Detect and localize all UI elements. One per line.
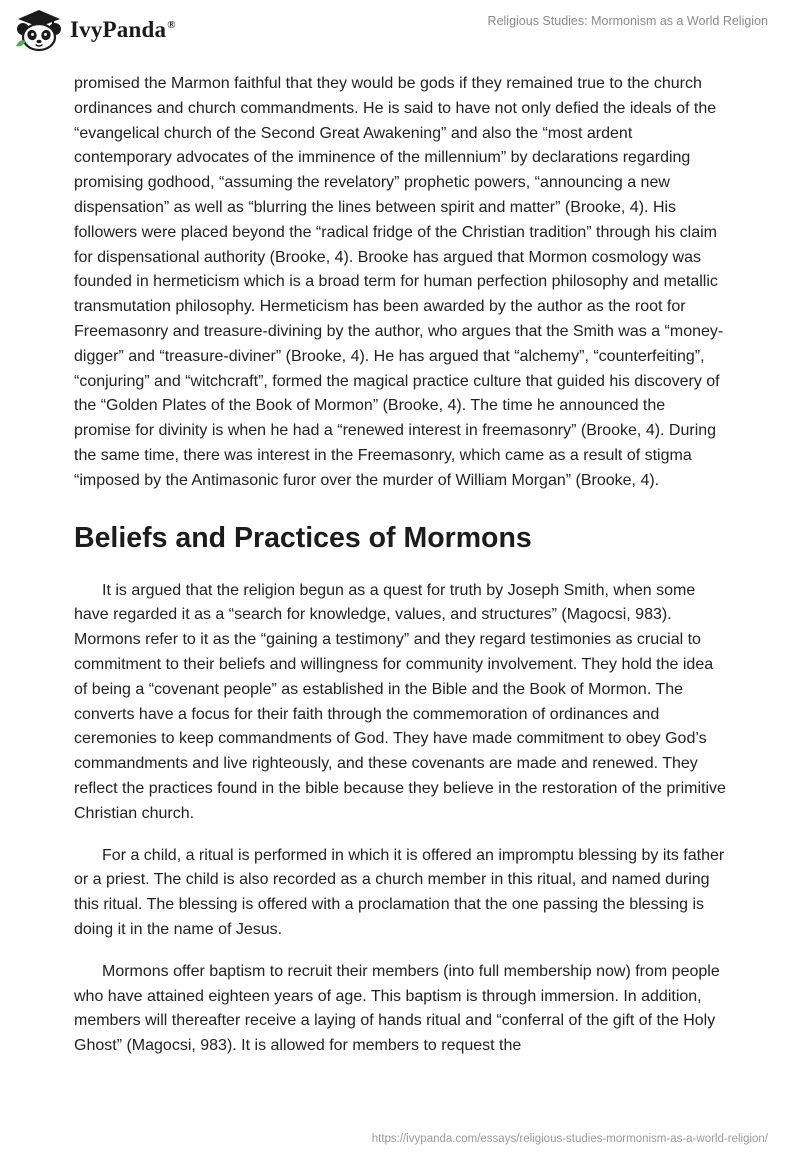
panda-mascot-icon	[14, 8, 64, 52]
intro-paragraph: promised the Marmon faithful that they would be gods if they remained true to the church ordinances and church commandments. He is said to have not only defied the ideals of the “evangelical church of the Second Great Awakening” and also the “most ardent contemporary advocates of the imminence of the millennium” by declarations regarding promising godhood, “assuming the revelatory” prophetic powers, “announcing a new dispensation” as well as “blurring the lines between spirit and matter” (Brooke, 4). His followers were placed beyond the “radical fridge of the Christian tradition” through his claim for dispensational authority (Brooke, 4). Brooke has argued that Mormon cosmology was founded in hermeticism which is a broad term for human perfection philosophy and metallic transmutation philosophy. Hermeticism has been awarded by the author as the root for Freemasonry and treasure-divining by the author, who argues that the Smith was a “money-digger” and “treasure-diviner” (Brooke, 4). He has argued that “alchemy”, “counterfeiting”, “conjuring” and “witchcraft”, formed the magical practice culture that guided his discovery of the “Golden Plates of the Book of Mormon” (Brooke, 4). The time he announced the promise for divinity is when he had a “renewed interest in freemasonry” (Brooke, 4). During the same time, there was interest in the Freemasonry, which came as a result of stigma “imposed by the Antimasonic furor over the murder of William Morgan” (Brooke, 4).	[74, 75, 724, 489]
body-paragraph: For a child, a ritual is performed in which it is offered an impromptu blessing by its father or a priest. The child is also recorded as a church member in this ritual, and named during this ritual. The blessing is offered with a proclamation that the one passing the blessing is doing it in the name of Jesus.	[74, 846, 725, 938]
brand-name: IvyPanda®	[70, 17, 176, 42]
footer-url[interactable]: https://ivypanda.com/essays/religious-studies-mormonism-as-a-world-religion/	[371, 1133, 768, 1145]
body-paragraph: Mormons offer baptism to recruit their members (into full membership now) from people who have attained eighteen years of age. This baptism is through immersion. In addition, members will thereafter receive a laying of hands ritual and “conferral of the gift of the Holy Ghost” (Magocsi, 983). It is allowed for members to request the	[74, 962, 720, 1055]
body-paragraph: It is argued that the religion begun as a quest for truth by Joseph Smith, when some have regarded it as a “search for knowledge, values, and structures” (Magocsi, 983). Mormons refer to it as the “gaining a testimony” and they regard testimonies as crucial to commitment to their beliefs and willingness for community involvement. They hold the idea of being a “covenant people” as established in the Bible and the Book of Mormon. The converts have a focus for their faith through the commemoration of ordinances and ceremonies to keep commandments of God. They have made commitment to obey God’s commandments and live righteously, and these covenants are made and renewed. They reflect the practices found in the bible because they believe in the restoration of the primitive Christian church.	[74, 581, 726, 822]
page-header	[0, 0, 800, 70]
ivypanda-logo[interactable]	[14, 8, 176, 52]
document-title: Religious Studies: Mormonism as a World Religion	[487, 14, 768, 28]
registered-mark: ®	[167, 19, 176, 32]
section-heading: Beliefs and Practices of Mormons	[74, 521, 532, 554]
essay-content	[74, 72, 726, 1059]
